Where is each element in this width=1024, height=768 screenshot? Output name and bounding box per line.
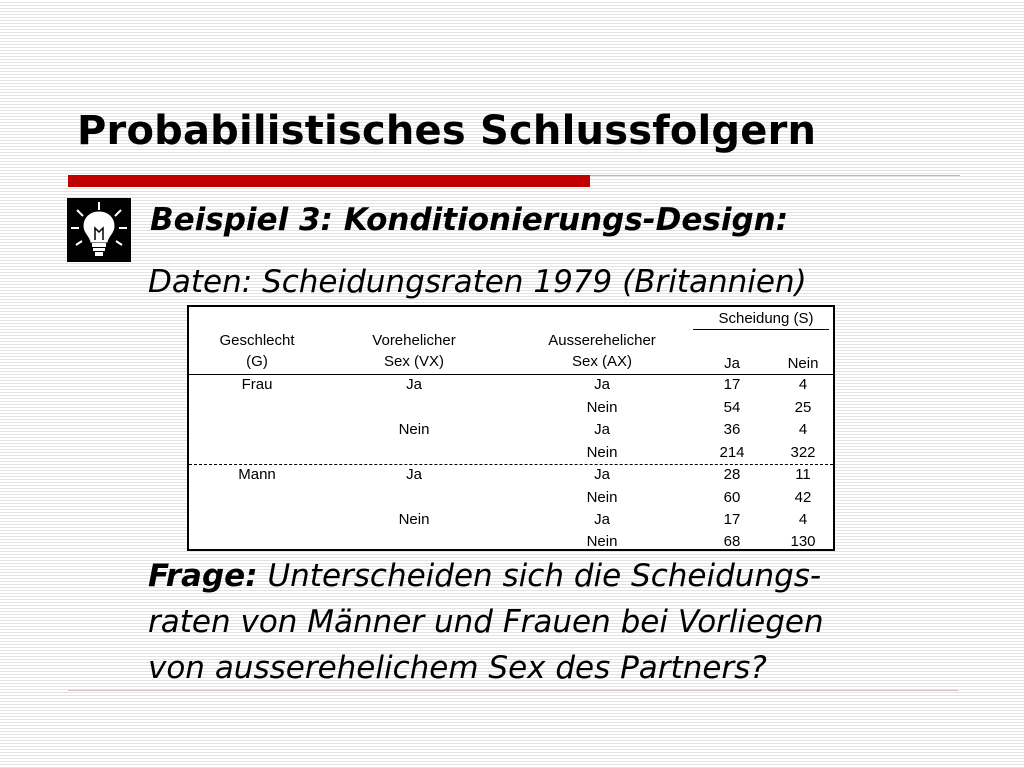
table-row-8-nein: 130 xyxy=(790,533,816,550)
question-text-1: Unterscheiden sich die Scheidungs- xyxy=(257,558,822,594)
table-row-6-ja: 60 xyxy=(723,489,741,506)
table-row-5-g: Mann xyxy=(238,466,276,483)
table-row-1-vx: Ja xyxy=(406,376,422,393)
table-row-5-ax: Ja xyxy=(594,466,610,483)
table-row-8-ax: Nein xyxy=(586,533,618,550)
table-row-5-ja: 28 xyxy=(723,466,741,483)
bottom-rule xyxy=(68,690,958,691)
table-row-6-nein: 42 xyxy=(794,489,812,506)
example-heading: Beispiel 3: Konditionierungs-Design: xyxy=(150,202,789,238)
header-ja: Ja xyxy=(724,355,740,372)
table-row-5-nein: 11 xyxy=(795,466,811,483)
divorce-rates-table xyxy=(187,305,835,551)
table-row-3-vx: Nein xyxy=(398,421,430,438)
table-row-3-ax: Ja xyxy=(594,421,610,438)
gender-separator xyxy=(189,464,833,465)
table-row-2-nein: 25 xyxy=(794,399,812,416)
table-row-7-ax: Ja xyxy=(594,511,610,528)
table-row-7-ja: 17 xyxy=(723,511,741,528)
title-underline-red xyxy=(68,175,590,187)
table-row-3-nein: 4 xyxy=(798,421,808,438)
table-row-8-ja: 68 xyxy=(723,533,741,550)
header-vx-line2: Sex (VX) xyxy=(383,353,444,370)
table-row-1-g: Frau xyxy=(241,376,273,393)
question-line-3: von ausserehelichem Sex des Partners? xyxy=(148,650,767,686)
header-g-line1: Geschlecht xyxy=(219,332,295,349)
header-rule xyxy=(189,374,833,375)
title-underline-thin xyxy=(590,175,960,176)
question-label: Frage: xyxy=(148,558,258,594)
table-row-2-ax: Nein xyxy=(586,399,618,416)
lightbulb-icon xyxy=(67,198,131,262)
header-ax-line2: Sex (AX) xyxy=(571,353,632,370)
table-row-5-vx: Ja xyxy=(406,466,422,483)
group-header-rule xyxy=(693,329,829,330)
header-g-line2: (G) xyxy=(246,353,268,370)
table-row-1-nein: 4 xyxy=(798,376,808,393)
table-row-1-ax: Ja xyxy=(594,376,610,393)
header-vx-line1: Vorehelicher xyxy=(372,332,456,349)
table-row-2-ja: 54 xyxy=(723,399,741,416)
table-row-7-vx: Nein xyxy=(398,511,430,528)
table-row-4-ax: Nein xyxy=(586,444,618,461)
table-row-4-ja: 214 xyxy=(719,444,745,461)
question-line-2: raten von Männer und Frauen bei Vorliegen xyxy=(148,604,824,640)
question-block xyxy=(148,553,948,691)
question-line-1 xyxy=(148,553,948,599)
table-row-7-nein: 4 xyxy=(798,511,808,528)
header-ax-line1: Ausserehelicher xyxy=(548,332,656,349)
slide-title: Probabilistisches Schlussfolgern xyxy=(77,108,817,154)
table-row-1-ja: 17 xyxy=(723,376,741,393)
table-row-4-nein: 322 xyxy=(790,444,816,461)
data-source-line: Daten: Scheidungsraten 1979 (Britannien) xyxy=(148,264,807,300)
table-row-3-ja: 36 xyxy=(723,421,741,438)
header-nein: Nein xyxy=(787,355,819,372)
table-row-6-ax: Nein xyxy=(586,489,618,506)
group-header-scheidung: Scheidung (S) xyxy=(718,310,814,327)
